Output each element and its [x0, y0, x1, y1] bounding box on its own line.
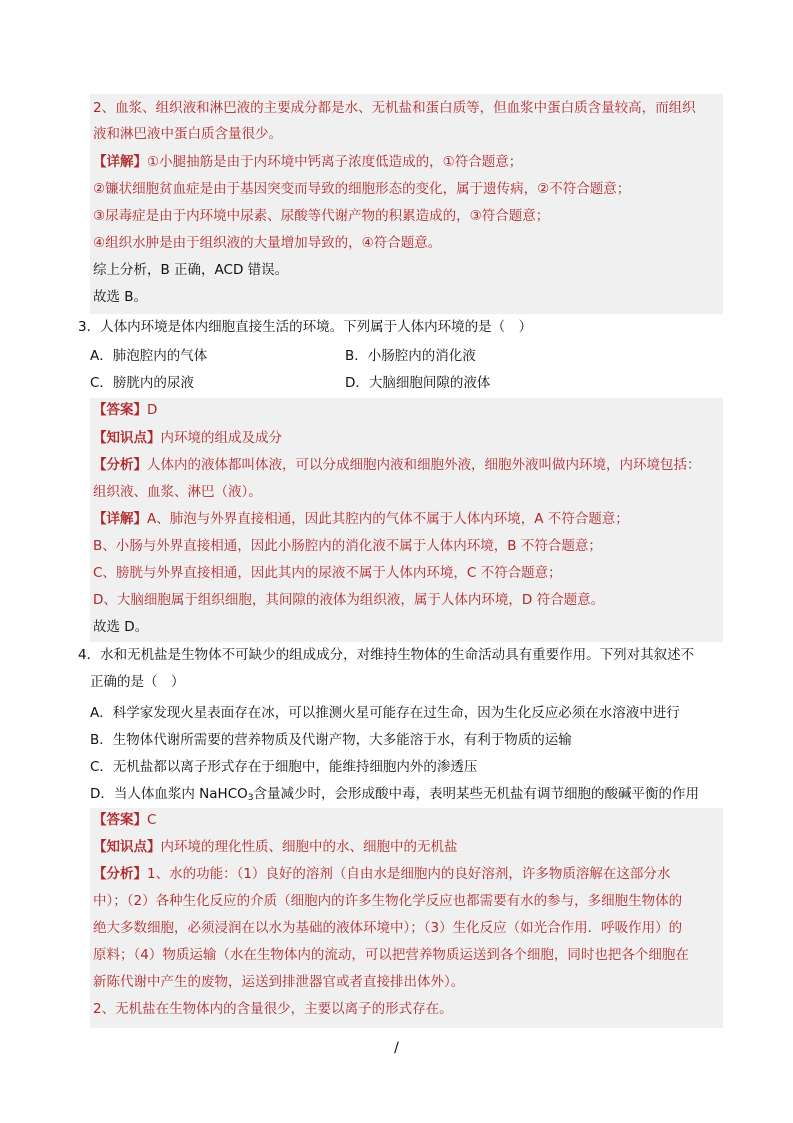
q4-option-b: B．生物体代谢所需要的营养物质及代谢产物，大多能溶于水，有利于物质的运输 — [90, 732, 572, 748]
detail-tag: 【详解】 — [93, 154, 147, 170]
text-line: 液和淋巴液中蛋白质含量很少。 — [93, 126, 282, 142]
q3-answer-line: 【答案】D — [93, 402, 158, 418]
question-4-stem: 4．水和无机盐是生物体不可缺少的组成成分，对维持生物体的生命活动具有重要作用。下列对其叙述不 — [78, 647, 695, 663]
q3-option-a: A．肺泡腔内的气体 — [90, 348, 208, 364]
q4-option-c: C．无机盐都以离子形式存在于细胞中，能维持细胞内外的渗透压 — [90, 759, 478, 775]
detail-line: 【详解】①小腿抽筋是由于内环境中钙离子浓度低造成的，①符合题意； — [93, 154, 523, 170]
text-line: D、大脑细胞属于组织细胞，其间隙的液体为组织液，属于人体内环境，D 符合题意。 — [93, 592, 605, 608]
q3-analysis-line: 【分析】人体内的液体都叫体液，可以分成细胞内液和细胞外液，细胞外液叫做内环境，内环境包括： — [93, 457, 701, 473]
text-line: ②镰状细胞贫血症是由于基因突变而导致的细胞形态的变化，属于遗传病，②不符合题意； — [93, 181, 631, 197]
q3-option-d: D．大脑细胞间隙的液体 — [345, 375, 491, 391]
q4-answer-line: 【答案】C — [93, 812, 157, 828]
q3-choice-line: 故选 D。 — [93, 619, 149, 635]
text-line: 2、血浆、组织液和淋巴液的主要成分都是水、无机盐和蛋白质等，但血浆中蛋白质含量较高，而组织 — [93, 100, 696, 116]
q4-analysis-line: 【分析】1、水的功能：（1）良好的溶剂（自由水是细胞内的良好溶剂，许多物质溶解在这部分水 — [93, 866, 671, 882]
summary-line: 综上分析，B 正确，ACD 错误。 — [93, 262, 289, 278]
text-line: 绝大多数细胞，必须浸润在以水为基础的液体环境中）；（3）生化反应（如光合作用．呼吸作用）的 — [93, 920, 683, 936]
text-line: ④组织水肿是由于组织液的大量增加导致的，④符合题意。 — [93, 235, 442, 251]
question-4-stem-cont: 正确的是（ ） — [90, 674, 185, 690]
q3-answer: D — [147, 402, 158, 418]
q3-option-b: B．小肠腔内的消化液 — [345, 348, 476, 364]
text-line: 2、无机盐在生物体内的含量很少，主要以离子的形式存在。 — [93, 1001, 453, 1017]
page-footer-mark: / — [394, 1040, 399, 1056]
text-line: 新陈代谢中产生的废物，运送到排泄器官或者直接排出体外）。 — [93, 974, 465, 990]
q4-option-d: D．当人体血浆内 NaHCO$_3$含量减少时，会形成酸中毒，表明某些无机盐有调节细胞的酸碱平衡的作用 — [90, 786, 699, 803]
text-line: 原料；（4）物质运输（水在生物体内的流动，可以把营养物质运送到各个细胞，同时也把各个细胞在 — [93, 947, 689, 963]
text-line: 组织液、血浆、淋巴（液）。 — [93, 484, 262, 500]
text-line: ③尿毒症是由于内环境中尿素、尿酸等代谢产物的积累造成的，③符合题意； — [93, 208, 550, 224]
q3-knowledge-line: 【知识点】内环境的组成及成分 — [93, 430, 282, 446]
q4-knowledge-line: 【知识点】内环境的理化性质、细胞中的水、细胞中的无机盐 — [93, 839, 458, 855]
text-line: 中）；（2）各种生化反应的介质（细胞内的许多生物化学反应也都需要有水的参与，多细胞生物体的 — [93, 893, 683, 909]
question-3-stem: 3．人体内环境是体内细胞直接生活的环境。下列属于人体内环境的是（ ） — [78, 319, 533, 335]
q3-detail-line: 【详解】A、肺泡与外界直接相通，因此其腔内的气体不属于人体内环境，A 不符合题意； — [93, 511, 629, 527]
choice-line: 故选 B。 — [93, 289, 148, 305]
q4-answer: C — [147, 812, 157, 828]
q4-option-a: A．科学家发现火星表面存在冰，可以推测火星可能存在过生命，因为生化反应必须在水溶液中进行 — [90, 705, 680, 721]
q3-option-c: C．膀胱内的尿液 — [90, 375, 194, 391]
text-line: B、小肠与外界直接相通，因此小肠腔内的消化液不属于人体内环境，B 不符合题意； — [93, 538, 602, 554]
text-line: C、膀胱与外界直接相通，因此其内的尿液不属于人体内环境，C 不符合题意； — [93, 565, 562, 581]
